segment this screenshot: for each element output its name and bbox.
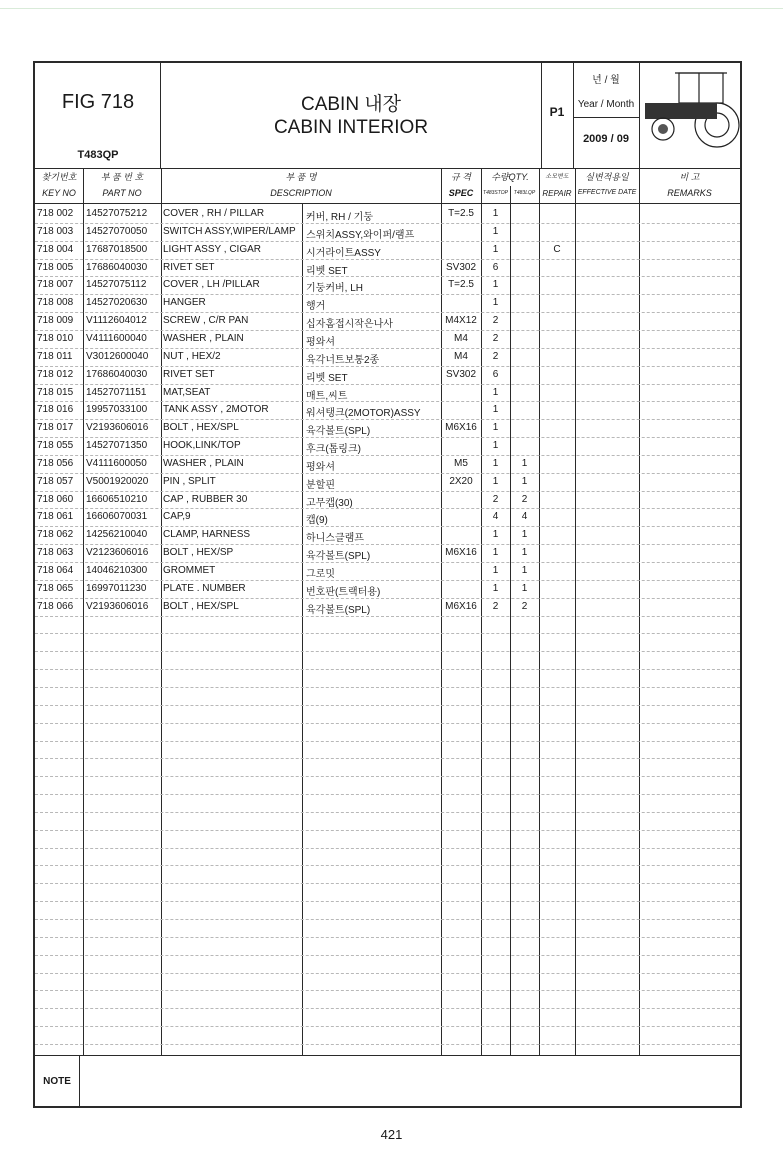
header-divider (573, 117, 639, 118)
cell-repair: C (553, 243, 561, 255)
col-remarks-ko: 비 고 (679, 172, 700, 182)
cell-part: 17687018500 (86, 243, 148, 255)
cell-qty2: 2 (521, 600, 528, 612)
cell-desc-en: BOLT , HEX/SPL (163, 422, 239, 434)
col-part-ko: 부 품 번 호 (100, 172, 144, 182)
cell-qty1: 1 (492, 243, 499, 255)
title-english: CABIN INTERIOR (273, 117, 429, 138)
cell-desc-en: WASHER , PLAIN (163, 332, 244, 344)
cell-part: V1112604012 (86, 315, 147, 327)
cell-desc-en: COVER , RH / PILLAR (163, 208, 265, 219)
cell-desc-ko: 육각너트보통2종 (306, 354, 380, 366)
table-row (35, 241, 740, 259)
row-rule (35, 955, 740, 956)
row-rule (35, 633, 740, 634)
year-month-label-ko: 년 / 월 (592, 75, 620, 86)
cell-desc-ko: 후크(톱링크) (306, 444, 361, 456)
cell-part: 14527075212 (86, 208, 148, 219)
page-code: P1 (549, 105, 565, 119)
row-rule (35, 669, 740, 670)
col-eff: EFFECTIVE DATE (577, 189, 637, 196)
cell-spec: M6X16 (445, 422, 477, 434)
cell-desc-ko: 육각볼트(SPL) (306, 604, 371, 616)
cell-qty1: 1 (492, 422, 499, 434)
cell-spec: T=2.5 (448, 208, 474, 219)
cell-part: 16997011230 (86, 582, 147, 594)
cell-spec: M6X16 (445, 600, 477, 612)
table-row (35, 348, 740, 366)
cell-desc-ko: 캡(9) (306, 515, 328, 527)
col-part: PART NO (102, 188, 142, 198)
header-divider (35, 203, 740, 204)
cell-qty1: 6 (492, 261, 499, 273)
cell-desc-en: SCREW , C/R PAN (163, 315, 249, 327)
table-row (35, 526, 740, 544)
cell-qty1: 1 (492, 582, 499, 594)
cell-part: 16606510210 (86, 493, 148, 505)
table-row (35, 491, 740, 509)
col-key: KEY NO (42, 188, 76, 198)
cell-desc-en: HANGER (163, 297, 206, 309)
table-row (35, 455, 740, 473)
table-row (35, 544, 740, 562)
note-divider (35, 1055, 740, 1056)
cell-part: 14527070050 (86, 225, 148, 237)
cell-spec: M4 (454, 350, 468, 362)
cell-part: 17686040030 (86, 368, 148, 380)
column-headers (35, 168, 740, 204)
cell-desc-ko: 고무캡(30) (306, 497, 353, 509)
table-row (35, 312, 740, 330)
cell-desc-en: MAT,SEAT (163, 386, 211, 398)
cell-desc-en: NUT , HEX/2 (163, 350, 221, 362)
row-rule (35, 812, 740, 813)
cell-desc-ko: 육각볼트(SPL) (306, 551, 371, 563)
cell-desc-en: GROMMET (163, 565, 216, 576)
cell-key: 718 008 (37, 297, 74, 309)
row-rule (35, 1044, 740, 1045)
table-row (35, 276, 740, 294)
cell-key: 718 065 (37, 582, 74, 594)
row-rule (35, 723, 740, 724)
cell-desc-en: COVER , LH /PILLAR (163, 279, 260, 291)
cell-key: 718 002 (37, 208, 74, 219)
cell-desc-en: CAP , RUBBER 30 (163, 493, 248, 505)
row-rule (35, 687, 740, 688)
cell-part: 14256210040 (86, 529, 148, 541)
col-spec: SPEC (448, 188, 474, 198)
cell-part: V2193606016 (86, 600, 149, 612)
cell-spec: M4 (454, 332, 468, 344)
cell-qty2: 1 (521, 582, 528, 594)
cell-part: V3012600040 (86, 350, 149, 362)
col-key-ko: 찾기번호 (41, 172, 77, 182)
cell-part: V2123606016 (86, 547, 149, 559)
cell-key: 718 010 (37, 332, 74, 344)
row-rule (35, 901, 740, 902)
row-rule (35, 794, 740, 795)
cell-qty1: 2 (492, 493, 499, 505)
cell-qty1: 1 (492, 404, 499, 416)
row-rule (35, 651, 740, 652)
page-number: 421 (380, 1127, 403, 1142)
col-qty-ko: 수량QTY. (491, 172, 529, 182)
cell-key: 718 009 (37, 315, 74, 327)
cell-key: 718 012 (37, 368, 74, 380)
cell-key: 718 057 (37, 475, 74, 487)
cell-spec: M5 (454, 457, 468, 469)
table-row (35, 401, 740, 419)
cell-qty1: 2 (492, 315, 499, 327)
table-row (35, 508, 740, 526)
cell-key: 718 016 (37, 404, 74, 416)
cell-part: V4111600050 (86, 457, 147, 469)
col-repair-ko: 소모변도 (545, 174, 569, 180)
year-month-label: Year / Month (577, 99, 635, 110)
col-desc-ko: 부 품 명 (285, 172, 317, 182)
cell-desc-en: LIGHT ASSY , CIGAR (163, 243, 261, 255)
cell-qty1: 1 (492, 529, 499, 541)
row-rule (35, 616, 740, 617)
cell-key: 718 056 (37, 457, 74, 469)
cell-key: 718 007 (37, 279, 74, 291)
cell-qty2: 1 (521, 475, 528, 487)
cell-key: 718 055 (37, 440, 74, 452)
row-rule (35, 848, 740, 849)
table-row (35, 437, 740, 455)
cell-desc-en: SWITCH ASSY,WIPER/LAMP (163, 225, 296, 237)
cell-key: 718 064 (37, 565, 74, 576)
cell-desc-ko: 평와셔 (306, 336, 335, 348)
row-rule (35, 830, 740, 831)
row-rule (35, 741, 740, 742)
cell-desc-ko: 그로밋 (306, 569, 335, 580)
note-divider (79, 1055, 80, 1106)
cell-desc-ko: 커버, RH / 기둥 (306, 212, 373, 223)
cell-qty2: 2 (521, 493, 528, 505)
row-rule (35, 1008, 740, 1009)
cell-qty1: 1 (492, 297, 499, 309)
cell-desc-ko: 기둥커버, LH (306, 283, 363, 295)
col-desc: DESCRIPTION (270, 188, 332, 198)
cell-qty1: 2 (492, 600, 499, 612)
cell-qty2: 1 (521, 547, 528, 559)
cell-part: 16606070031 (86, 511, 148, 523)
header-divider (35, 168, 740, 169)
cell-desc-en: CAP,9 (163, 511, 191, 523)
year-month-value: 2009 / 09 (583, 133, 629, 145)
col-repair: REPAIR (542, 189, 572, 198)
row-rule (35, 705, 740, 706)
cell-key: 718 017 (37, 422, 74, 434)
cell-qty1: 1 (492, 547, 499, 559)
cell-desc-ko: 스위치ASSY,와이퍼/램프 (306, 229, 415, 241)
row-rule (35, 919, 740, 920)
cell-part: 14527071350 (86, 440, 148, 452)
row-rule (35, 973, 740, 974)
cell-qty1: 1 (492, 440, 499, 452)
col-qty-a: T483STOP (483, 190, 508, 196)
cell-qty1: 1 (492, 386, 499, 398)
cell-qty1: 2 (492, 350, 499, 362)
cell-spec: SV302 (445, 368, 477, 380)
cell-qty2: 4 (521, 511, 528, 523)
cell-qty2: 1 (521, 529, 528, 541)
cell-desc-en: BOLT , HEX/SPL (163, 600, 239, 612)
row-rule (35, 758, 740, 759)
cell-desc-en: PLATE . NUMBER (163, 582, 246, 594)
table-row (35, 473, 740, 491)
cell-part: V4111600040 (86, 332, 147, 344)
col-remarks: REMARKS (667, 188, 712, 198)
tractor-icon (639, 63, 740, 168)
cell-qty1: 1 (492, 475, 499, 487)
cell-desc-en: RIVET SET (163, 261, 215, 273)
cell-part: 17686040030 (86, 261, 148, 273)
cell-key: 718 015 (37, 386, 74, 398)
cell-desc-ko: 행거 (306, 301, 326, 313)
col-spec-ko: 규 격 (451, 172, 471, 182)
cell-desc-ko: 평와셔 (306, 461, 335, 473)
model-code: T483QP (77, 149, 119, 161)
cell-qty1: 1 (492, 208, 499, 219)
title-korean: CABIN 내장 (300, 94, 402, 115)
row-rule (35, 776, 740, 777)
cell-desc-en: CLAMP, HARNESS (163, 529, 251, 541)
cell-part: 14527020630 (86, 297, 148, 309)
table-row (35, 330, 740, 348)
cell-part: 14527075112 (86, 279, 147, 291)
fig-number: FIG 718 (61, 91, 135, 113)
cell-desc-ko: 리벳 SET (306, 372, 348, 384)
cell-qty1: 2 (492, 332, 499, 344)
row-rule (35, 865, 740, 866)
cell-desc-ko: 번호판(트랙터용) (306, 586, 381, 598)
cell-key: 718 005 (37, 261, 74, 273)
cell-desc-ko: 분할핀 (306, 479, 335, 491)
cell-desc-ko: 리벳 SET (306, 265, 348, 277)
cell-spec: 2X20 (449, 475, 473, 487)
cell-qty1: 1 (492, 565, 499, 576)
table-row (35, 259, 740, 277)
row-rule (35, 883, 740, 884)
cell-desc-en: PIN , SPLIT (163, 475, 216, 487)
cell-qty2: 1 (521, 457, 528, 469)
cell-key: 718 062 (37, 529, 74, 541)
cell-spec: SV302 (445, 261, 477, 273)
table-row (35, 366, 740, 384)
cell-key: 718 060 (37, 493, 74, 505)
table-row (35, 562, 740, 580)
table-row (35, 419, 740, 437)
table-row (35, 598, 740, 616)
row-rule (35, 990, 740, 991)
cell-key: 718 066 (37, 600, 74, 612)
cell-desc-en: BOLT , HEX/SP (163, 547, 234, 559)
cell-qty1: 1 (492, 279, 499, 291)
cell-desc-ko: 워셔탱크(2MOTOR)ASSY (306, 408, 421, 420)
cell-key: 718 003 (37, 225, 74, 237)
cell-part: V5001920020 (86, 475, 149, 487)
cell-part: 14527071151 (86, 386, 147, 398)
table-row (35, 205, 740, 223)
col-eff-ko: 실변적용일 (585, 172, 629, 182)
cell-desc-ko: 육각볼트(SPL) (306, 426, 371, 438)
cell-desc-ko: 매트,씨트 (306, 390, 348, 402)
row-rule (35, 937, 740, 938)
cell-qty1: 1 (492, 457, 499, 469)
cell-part: 19957033100 (86, 404, 148, 416)
cell-spec: M6X16 (445, 547, 477, 559)
cell-desc-ko: 십자홈접시작은나사 (306, 319, 393, 331)
cell-key: 718 011 (37, 350, 73, 362)
note-label: NOTE (43, 1075, 71, 1087)
cell-desc-en: WASHER , PLAIN (163, 457, 244, 469)
cell-qty1: 1 (492, 225, 499, 237)
cell-key: 718 004 (37, 243, 74, 255)
cell-qty1: 6 (492, 368, 499, 380)
col-qty-b: T483LQP (513, 190, 536, 196)
row-rule (35, 1026, 740, 1027)
cell-desc-en: RIVET SET (163, 368, 215, 380)
cell-key: 718 061 (37, 511, 74, 523)
top-border (0, 8, 783, 9)
cell-desc-en: TANK ASSY , 2MOTOR (163, 404, 269, 416)
cell-part: 14046210300 (86, 565, 148, 576)
cell-desc-en: HOOK,LINK/TOP (163, 440, 241, 452)
cell-spec: M4X12 (445, 315, 477, 327)
cell-qty1: 4 (492, 511, 499, 523)
cell-qty2: 1 (521, 565, 528, 576)
table-row (35, 223, 740, 241)
cell-key: 718 063 (37, 547, 74, 559)
table-row (35, 384, 740, 402)
table-row (35, 294, 740, 312)
table-row (35, 580, 740, 598)
cell-spec: T=2.5 (448, 279, 474, 291)
header (35, 63, 740, 168)
cell-desc-ko: 하니스클램프 (306, 533, 364, 545)
cell-part: V2193606016 (86, 422, 149, 434)
cell-desc-ko: 시거라이트ASSY (306, 247, 381, 259)
